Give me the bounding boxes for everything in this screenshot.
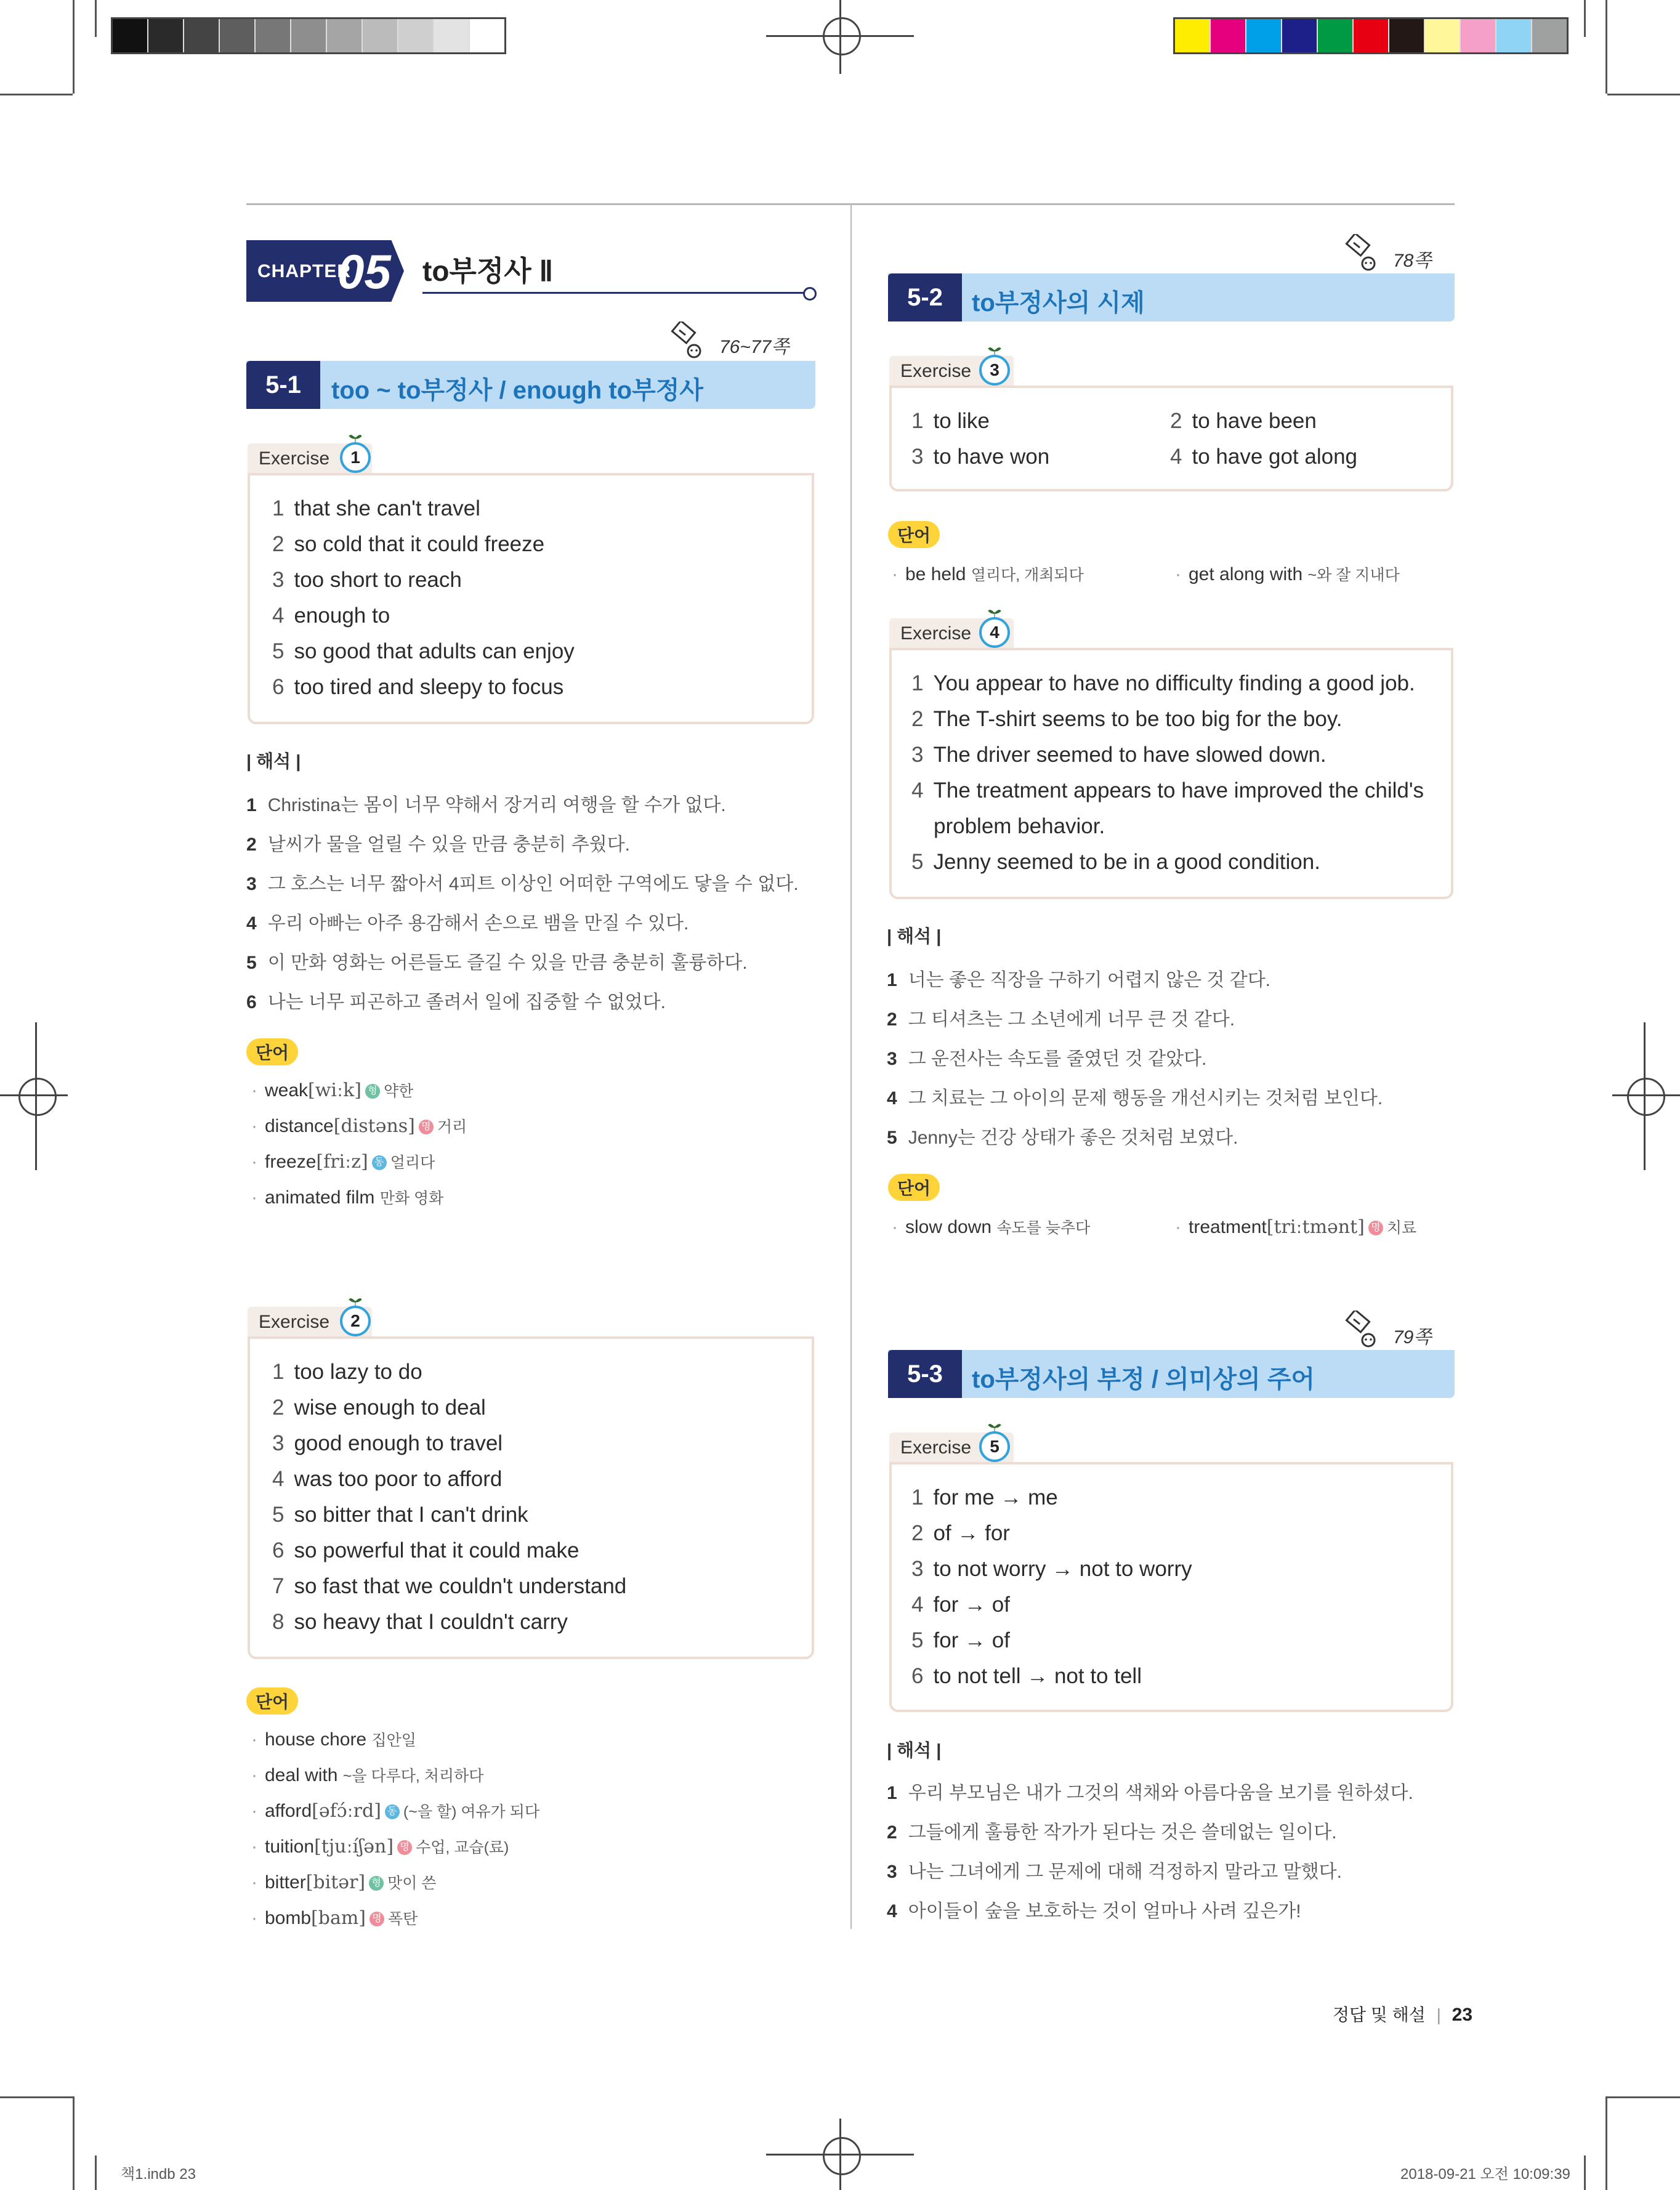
column-divider [850, 204, 852, 1929]
translation-item: 5 Jenny는 건강 상태가 좋은 것처럼 보였다. [887, 1128, 1238, 1148]
answer-item: 6 to not tell → not to tell [911, 1664, 1142, 1688]
translation-item: 3 그 호스는 너무 짧아서 4피트 이상인 어떠한 구역에도 닿을 수 없다. [246, 874, 799, 894]
answer-item: 1 for me → me [911, 1485, 1058, 1509]
answer-item: 5 so good that adults can enjoy [272, 639, 575, 663]
translation-item: 1 우리 부모님은 내가 그것의 색채와 아름다움을 보기를 원하셨다. [887, 1783, 1413, 1803]
answer-item: 6 so powerful that it could make [272, 1538, 580, 1562]
vocab-item: · weak[wiːk] 형 약한 [251, 1080, 414, 1101]
answer-item: 2 The T-shirt seems to be too big for the boy. [911, 707, 1343, 731]
vocab-item: · be held 열리다, 개최되다 [892, 564, 1084, 584]
vocab-item: · freeze[friːz] 동 얼리다 [251, 1151, 435, 1173]
exercise-number: 4 [979, 617, 1010, 648]
exercise-label: Exercise [259, 448, 330, 469]
exercise-number: 1 [340, 442, 371, 473]
grayscale-bar [111, 17, 506, 54]
answer-item: 5 so bitter that I can't drink [272, 1503, 528, 1527]
translation-item: 2 그 티셔츠는 그 소년에게 너무 큰 것 같다. [887, 1009, 1235, 1030]
section-page-ref: 76~77쪽 [719, 337, 790, 357]
translation-item: 4 그 치료는 그 아이의 문제 행동을 개선시키는 것처럼 보인다. [887, 1088, 1383, 1109]
answer-item: 1 You appear to have no difficulty finding a good job. [911, 671, 1415, 695]
book-icon [1343, 1311, 1379, 1350]
chapter-label: CHAPTER [257, 261, 352, 281]
section-page-ref: 78쪽 [1393, 251, 1432, 271]
answer-item: 8 so heavy that I couldn't carry [272, 1610, 568, 1634]
page-number: 23 [1452, 2005, 1473, 2025]
section-page-ref: 79쪽 [1393, 1327, 1432, 1348]
answer-item: problem behavior. [934, 814, 1105, 838]
translation-heading: | 해석 | [246, 752, 301, 772]
section-number: 5-2 [888, 273, 962, 321]
answer-item: 3 good enough to travel [272, 1431, 503, 1455]
translation-heading: | 해석 | [887, 927, 942, 947]
vocab-pill: 단어 [888, 1174, 940, 1201]
answer-item: 2 so cold that it could freeze [272, 532, 545, 556]
answer-item: 1 to like [911, 409, 990, 433]
book-icon [668, 321, 705, 361]
answer-item: 6 too tired and sleepy to focus [272, 675, 564, 699]
answer-item: 2 to have been [1170, 409, 1317, 433]
translation-item: 1 Christina는 몸이 너무 약해서 장거리 여행을 할 수가 없다. [246, 795, 726, 815]
color-bar [1173, 17, 1569, 54]
answer-item: 1 that she can't travel [272, 496, 480, 520]
exercise-label: Exercise [259, 1312, 330, 1332]
slug-file: 책1.indb 23 [121, 2166, 196, 2183]
vocab-pill: 단어 [246, 1687, 298, 1715]
vocab-pill: 단어 [888, 521, 940, 548]
answer-item: 3 to have won [911, 445, 1050, 469]
vocab-item: · slow down 속도를 늦추다 [892, 1217, 1091, 1237]
vocab-item: · afford[əfɔ́ːrd] 동 (~을 할) 여유가 되다 [251, 1800, 540, 1822]
vocab-item: · treatment[triːtmənt] 명 치료 [1175, 1216, 1417, 1238]
section-number: 5-3 [888, 1350, 962, 1398]
answer-item: 4 for → of [911, 1593, 1010, 1617]
page-footer: 정답 및 해설 | 23 [1333, 2005, 1473, 2025]
translation-heading: | 해석 | [887, 1741, 942, 1761]
section-title: too ~ to부정사 / enough to부정사 [331, 377, 703, 404]
vocab-pill: 단어 [246, 1038, 298, 1065]
answer-item: 4 The treatment appears to have improved the child's [911, 778, 1424, 802]
translation-item: 2 그들에게 훌륭한 작가가 된다는 것은 쓸데없는 일이다. [887, 1822, 1337, 1843]
vocab-item: · get along with ~와 잘 지내다 [1175, 564, 1400, 584]
exercise-number: 3 [979, 355, 1010, 386]
section-title: to부정사의 시제 [972, 289, 1145, 317]
answer-item: 7 so fast that we couldn't understand [272, 1574, 627, 1598]
answer-item: 3 The driver seemed to have slowed down. [911, 743, 1327, 767]
vocab-item: · distance[distəns] 명 거리 [251, 1115, 467, 1137]
exercise-number: 5 [979, 1431, 1010, 1462]
answer-item: 5 Jenny seemed to be in a good condition. [911, 850, 1320, 874]
translation-item: 6 나는 너무 피곤하고 졸려서 일에 집중할 수 없었다. [246, 992, 666, 1012]
exercise-label: Exercise [900, 623, 972, 644]
answer-item: 2 of → for [911, 1521, 1010, 1545]
vocab-item: · tuition[tjuːíʃən] 명 수업, 교습(료) [251, 1836, 509, 1857]
answer-item: 4 was too poor to afford [272, 1467, 503, 1491]
vocab-item: · animated film 만화 영화 [251, 1187, 444, 1208]
answer-item: 3 to not worry → not to worry [911, 1557, 1192, 1581]
translation-item: 3 나는 그녀에게 그 문제에 대해 걱정하지 말라고 말했다. [887, 1862, 1342, 1882]
chapter-title: to부정사 Ⅱ [422, 255, 554, 287]
chapter-underline [422, 292, 808, 294]
vocab-item: · house chore 집안일 [251, 1729, 416, 1750]
exercise-label: Exercise [900, 1437, 972, 1458]
answer-item: 2 wise enough to deal [272, 1396, 486, 1420]
slug-date: 2018-09-21 오전 10:09:39 [1400, 2166, 1570, 2183]
vocab-item: · deal with ~을 다루다, 처리하다 [251, 1765, 484, 1785]
chapter-underline-dot [803, 287, 817, 301]
answer-item: 4 to have got along [1170, 445, 1358, 469]
vocab-item: · bomb[bam] 명 폭탄 [251, 1907, 418, 1929]
exercise-number: 2 [340, 1306, 371, 1336]
book-icon [1343, 234, 1379, 273]
chapter-number: 05 [337, 244, 391, 299]
exercise-label: Exercise [900, 361, 972, 381]
translation-item: 5 이 만화 영화는 어른들도 즐길 수 있을 만큼 충분히 훌륭하다. [246, 953, 748, 973]
section-number: 5-1 [246, 361, 320, 409]
answer-item: 4 enough to [272, 604, 390, 628]
footer-label: 정답 및 해설 [1333, 2005, 1426, 2024]
answer-item: 3 too short to reach [272, 568, 462, 592]
translation-item: 2 날씨가 물을 얼릴 수 있을 만큼 충분히 추웠다. [246, 834, 631, 855]
answer-item: 1 too lazy to do [272, 1360, 422, 1384]
translation-item: 4 우리 아빠는 아주 용감해서 손으로 뱀을 만질 수 있다. [246, 913, 689, 934]
answer-item: 5 for → of [911, 1628, 1010, 1652]
section-title: to부정사의 부정 / 의미상의 주어 [972, 1366, 1315, 1393]
translation-item: 4 아이들이 숲을 보호하는 것이 얼마나 사려 깊은가! [887, 1901, 1301, 1921]
translation-item: 1 너는 좋은 직장을 구하기 어렵지 않은 것 같다. [887, 970, 1271, 990]
translation-item: 3 그 운전사는 속도를 줄였던 것 같았다. [887, 1049, 1207, 1069]
vocab-item: · bitter[bitər] 형 맛이 쓴 [251, 1872, 437, 1893]
answer-box [889, 386, 1453, 491]
